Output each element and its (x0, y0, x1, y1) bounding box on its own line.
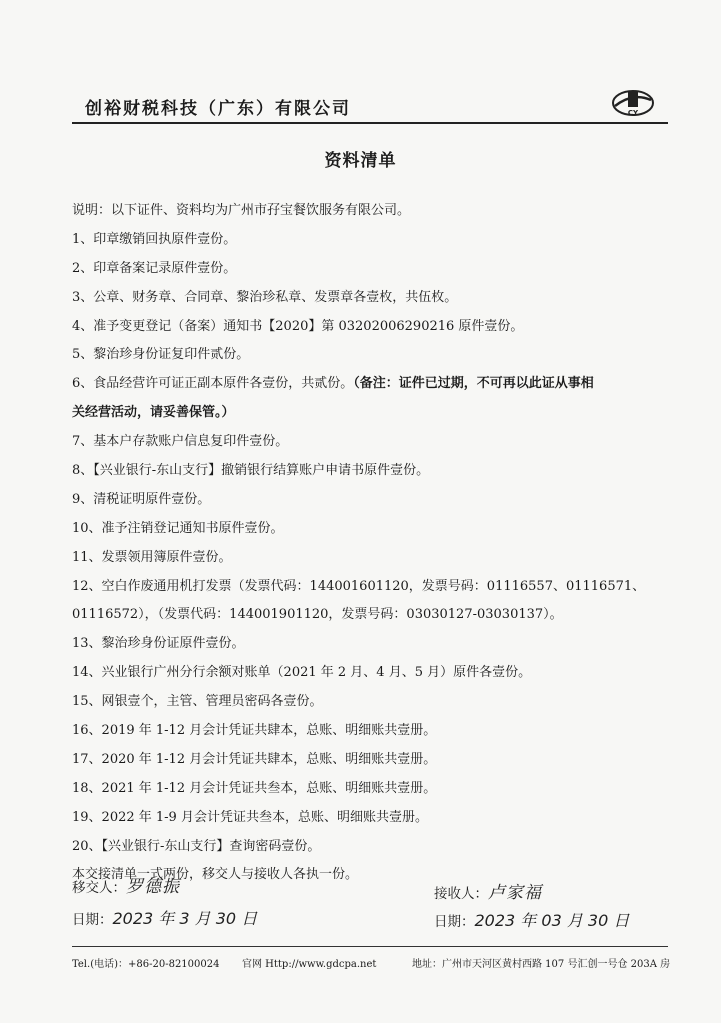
header-divider (72, 122, 668, 124)
list-item: 7、基本户存款账户信息复印件壹份。 (72, 434, 289, 450)
list-item: 10、准予注销登记通知书原件壹份。 (72, 520, 284, 536)
transferor-signature-block (72, 872, 180, 897)
list-item-text: 6、食品经营许可证正副本原件各壹份，共贰份。 (72, 376, 354, 392)
list-item: 4、准予变更登记（备案）通知书【2020】第 03202006290216 原件壹份。 (72, 318, 524, 334)
left-date-block (72, 906, 257, 929)
list-item: 15、网银壹个，主管、管理员密码各壹份。 (72, 694, 323, 710)
receiver-date: 2023 年 03 月 30 日 (474, 911, 630, 930)
list-item: 13、黎治珍身份证原件壹份。 (72, 636, 245, 652)
receiver-label: 接收人： (434, 886, 488, 902)
intro-text: 说明：以下证件、资料均为广州市孖宝餐饮服务有限公司。 (72, 203, 411, 218)
list-item: 2、印章备案记录原件壹份。 (72, 260, 237, 276)
list-item: 11、发票领用簿原件壹份。 (72, 549, 232, 565)
expiry-note-continued: 关经营活动，请妥善保管。） (72, 405, 235, 421)
list-item: 20、【兴业银行-东山支行】查询密码壹份。 (72, 838, 321, 854)
list-item: 3、公章、财务章、合同章、黎治珍私章、发票章各壹枚，共伍枚。 (72, 289, 458, 305)
list-item: 17、2020 年 1-12 月会计凭证共肆本，总账、明细账共壹册。 (72, 751, 437, 767)
company-logo-icon (610, 88, 656, 118)
list-item: 5、黎治珍身份证复印件贰份。 (72, 347, 250, 363)
letterhead (85, 88, 665, 122)
logo-text: CY (627, 109, 639, 117)
list-item: 16、2019 年 1-12 月会计凭证共肆本，总账、明细账共壹册。 (72, 723, 437, 739)
list-item: 14、兴业银行广州分行余额对账单（2021 年 2 月、4 月、5 月）原件各壹份。 (72, 665, 532, 681)
transferor-signature: 罗德振 (126, 877, 180, 897)
list-item: 19、2022 年 1-9 月会计凭证共叁本，总账、明细账共壹册。 (72, 809, 428, 825)
document-title: 资料清单 (324, 151, 397, 171)
list-item: 18、2021 年 1-12 月会计凭证共叁本，总账、明细账共壹册。 (72, 780, 437, 796)
company-name: 创裕财税科技（广东）有限公司 (85, 99, 351, 119)
expiry-note: （备注：证件已过期，不可再以此证从事相 (353, 376, 594, 392)
date-label: 日期： (434, 914, 475, 930)
signature-section (72, 872, 672, 942)
footer-website[interactable]: 官网 Http://www.gdcpa.net (242, 959, 377, 970)
footer-phone: Tel.(电话)：+86-20-82100024 (72, 959, 220, 970)
transferor-label: 移交人： (72, 880, 126, 896)
list-item: 8、【兴业银行-东山支行】撤销银行结算账户申请书原件壹份。 (72, 463, 430, 479)
date-label: 日期： (72, 912, 113, 928)
closing-statement: 本交接清单一式两份，移交人与接收人各执一份。 (72, 867, 359, 883)
list-item: 1、印章缴销回执原件壹份。 (72, 231, 237, 247)
transferor-date: 2023 年 3 月 30 日 (112, 909, 258, 928)
list-item: 9、清税证明原件壹份。 (72, 491, 211, 507)
receiver-signature: 卢家福 (488, 883, 542, 903)
footer-address: 地址：广州市天河区黄村西路 107 号汇创一号仓 203A 房 (412, 959, 671, 970)
receiver-signature-block (434, 878, 542, 903)
right-date-block (434, 908, 629, 931)
list-item: 12、空白作废通用机打发票（发票代码：144001601120，发票号码：01116557、01116571、 (72, 578, 646, 594)
footer-divider (72, 946, 668, 947)
list-item (72, 370, 692, 399)
list-item-continued: 01116572），（发票代码：144001901120，发票号码：03030127-03030137）。 (72, 607, 563, 623)
document-body (72, 197, 692, 890)
